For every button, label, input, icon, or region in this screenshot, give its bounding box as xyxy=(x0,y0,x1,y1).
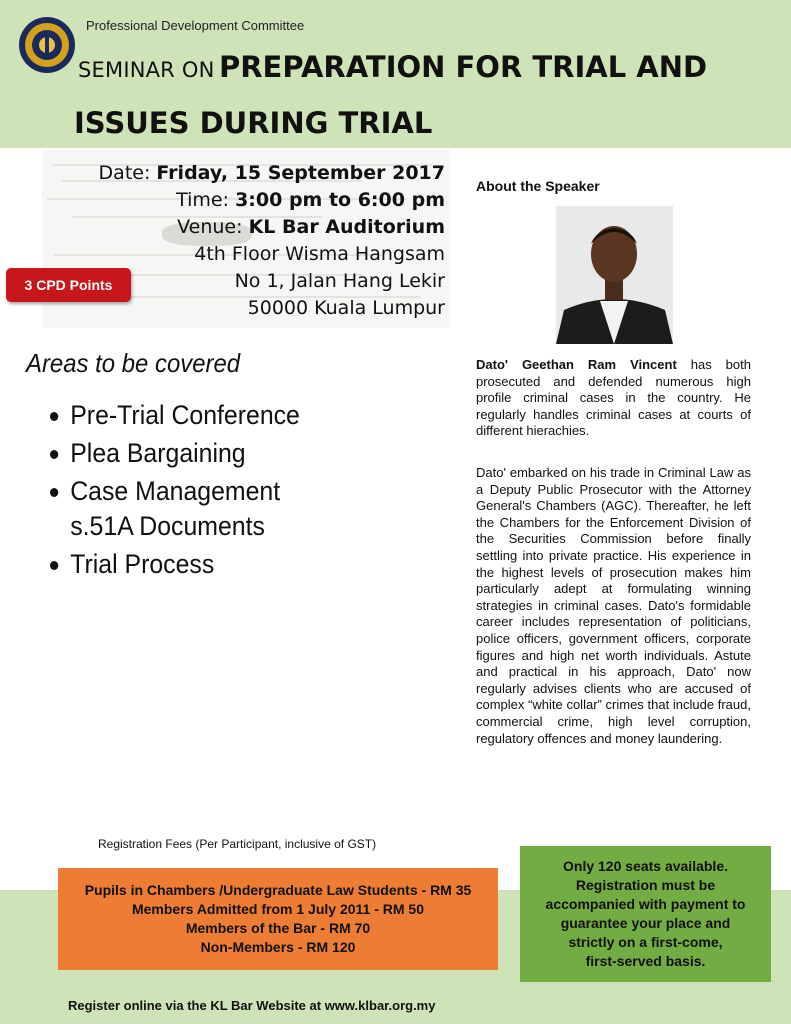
speaker-bio-paragraph2: Dato' embarked on his trade in Criminal Law as a Deputy Public Prosecutor with the Attorney General's Chambers (AGC). Thereafter, he left the Chambers for the Enforcement Division of the Securities Commission before finally settling into private practice. His experience in the highest levels of prosecution makes him particularly adept at formulating winning strategies in criminal cases. Dato's formidable career includes representation of politicians, police officers, government officers, corporate figures and high net worth individuals. Astute and practical in his approach, Dato' now regularly advises clients who are accused of complex “white collar” crimes that include fraud, commercial crime, high level corruption, regulatory offences and money laundering. xyxy=(476,465,751,746)
seats-notice-box xyxy=(520,846,771,982)
kl-bar-logo xyxy=(18,14,76,76)
seminar-title-text: PREPARATION FOR TRIAL AND xyxy=(218,50,708,84)
bullet-icon xyxy=(50,450,58,459)
seats-line: Registration must be xyxy=(575,877,716,893)
event-address-line2: No 1, Jalan Hang Lekir xyxy=(234,270,445,292)
areas-list xyxy=(50,398,322,582)
speaker-bio-paragraph1: Dato' Geethan Ram Vincent has both prosecuted and defended numerous high profile criminal cases in the country. He regularly handles criminal cases at courts of different hierachies. xyxy=(476,357,751,439)
event-venue: Venue: KL Bar Auditorium xyxy=(177,216,445,238)
fee-line: Members of the Bar - RM 70 xyxy=(185,920,371,936)
area-item: Pre-Trial Conference xyxy=(50,398,300,433)
event-time: Time: 3:00 pm to 6:00 pm xyxy=(176,189,445,211)
seminar-title-line2: ISSUES DURING TRIAL xyxy=(74,106,433,140)
about-speaker-heading: About the Speaker xyxy=(476,178,600,194)
fee-line: Pupils in Chambers /Undergraduate Law Students - RM 35 xyxy=(84,882,472,898)
speaker-photo xyxy=(556,206,673,344)
area-item: Case Management s.51A Documents xyxy=(50,474,300,544)
event-address-line1: 4th Floor Wisma Hangsam xyxy=(194,243,445,265)
bullet-icon xyxy=(50,488,58,497)
fee-line: Non-Members - RM 120 xyxy=(200,939,356,955)
event-address-line3: 50000 Kuala Lumpur xyxy=(247,297,445,319)
seats-line: accompanied with payment to xyxy=(545,896,746,912)
committee-name: Professional Development Committee xyxy=(86,18,305,33)
bullet-icon xyxy=(50,561,58,570)
seats-line: first-served basis. xyxy=(585,953,706,969)
bullet-icon xyxy=(50,412,58,421)
seminar-on-label: SEMINAR ON xyxy=(78,58,215,82)
register-online-text: Register online via the KL Bar Website at www.klbar.org.my xyxy=(68,998,436,1013)
areas-title: Areas to be covered xyxy=(26,348,241,378)
event-date: Date: Friday, 15 September 2017 xyxy=(98,162,445,184)
fees-box xyxy=(58,868,498,970)
fee-line: Members Admitted from 1 July 2011 - RM 50 xyxy=(131,901,425,917)
seats-line: strictly on a first-come, xyxy=(568,934,723,950)
seats-line: Only 120 seats available. xyxy=(563,858,728,874)
speaker-name: Dato' Geethan Ram Vincent xyxy=(476,357,677,372)
area-item: Plea Bargaining xyxy=(50,436,300,471)
registration-fees-label: Registration Fees (Per Participant, inclusive of GST) xyxy=(98,837,377,851)
seminar-title-line1 xyxy=(78,50,707,84)
cpd-points-badge: 3 CPD Points xyxy=(6,268,131,302)
seats-line: guarantee your place and xyxy=(560,915,731,931)
area-item: Trial Process xyxy=(50,547,300,582)
